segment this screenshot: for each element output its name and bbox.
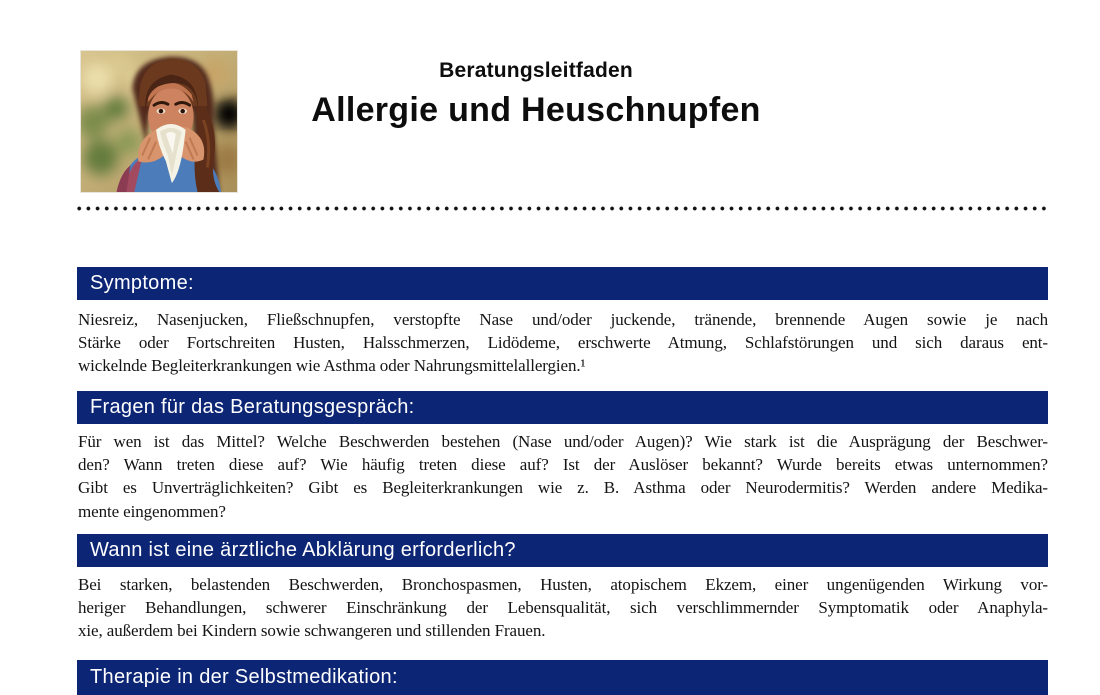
text-line: Für wen ist das Mittel? Welche Beschwerden bestehen (Nase und/oder Augen)? Wie stark ist die Ausprägung der Beschwer- xyxy=(78,432,1048,451)
page-title: Allergie und Heuschnupfen xyxy=(311,91,761,129)
header-title-block xyxy=(0,59,1072,129)
dotted-divider xyxy=(77,206,1048,211)
text-line: mente eingenommen? xyxy=(78,501,226,521)
text-line: heriger Behandlungen, schwerer Einschränkung der Lebensqualität, sich verschlimmernder Symptomatik oder Anaphyla- xyxy=(78,598,1048,618)
section-body-beratungsgespraech xyxy=(78,430,1048,523)
section-heading-label: Symptome: xyxy=(90,272,194,294)
kicker-title: Beratungsleitfaden xyxy=(439,59,633,82)
text-line: Bei starken, belastenden Beschwerden, Bronchospasmen, Husten, atopischem Ekzem, einer ungenügenden Wirkung vor- xyxy=(78,575,1048,594)
section-header-symptome xyxy=(77,267,1048,300)
section-header-beratungsgespraech xyxy=(77,391,1048,424)
text-line: den? Wann treten diese auf? Wie häufig treten diese auf? Ist der Auslöser bekannt? Wurde bereits etwas unternommen? xyxy=(78,455,1048,475)
text-line: Gibt es Unverträglichkeiten? Gibt es Begleiterkrankungen wie z. B. Asthma oder Neurodermitis? Werden andere Medika- xyxy=(78,478,1048,498)
section-header-selbstmedikation xyxy=(77,660,1048,695)
text-line: xie, außerdem bei Kindern sowie schwangeren und stillenden Frauen. xyxy=(78,621,546,641)
text-line: wickelnde Begleiterkrankungen wie Asthma oder Nahrungsmittelallergien.¹ xyxy=(78,356,586,376)
section-heading-label: Therapie in der Selbstmedikation: xyxy=(90,666,398,688)
section-heading-label: Wann ist eine ärztliche Abklärung erforderlich? xyxy=(90,539,516,561)
section-header-aerztliche-abklaerung xyxy=(77,534,1048,567)
text-line: Niesreiz, Nasenjucken, Fließschnupfen, verstopfte Nase und/oder juckende, tränende, brennende Augen sowie je nach xyxy=(78,310,1048,329)
text-line: Stärke oder Fortschreiten Husten, Halsschmerzen, Lidödeme, erschwerte Atmung, Schlafstörungen und sich daraus ent- xyxy=(78,333,1048,353)
section-body-aerztliche-abklaerung xyxy=(78,573,1048,643)
section-heading-label: Fragen für das Beratungsgespräch: xyxy=(90,396,415,418)
section-body-symptome xyxy=(78,308,1048,378)
